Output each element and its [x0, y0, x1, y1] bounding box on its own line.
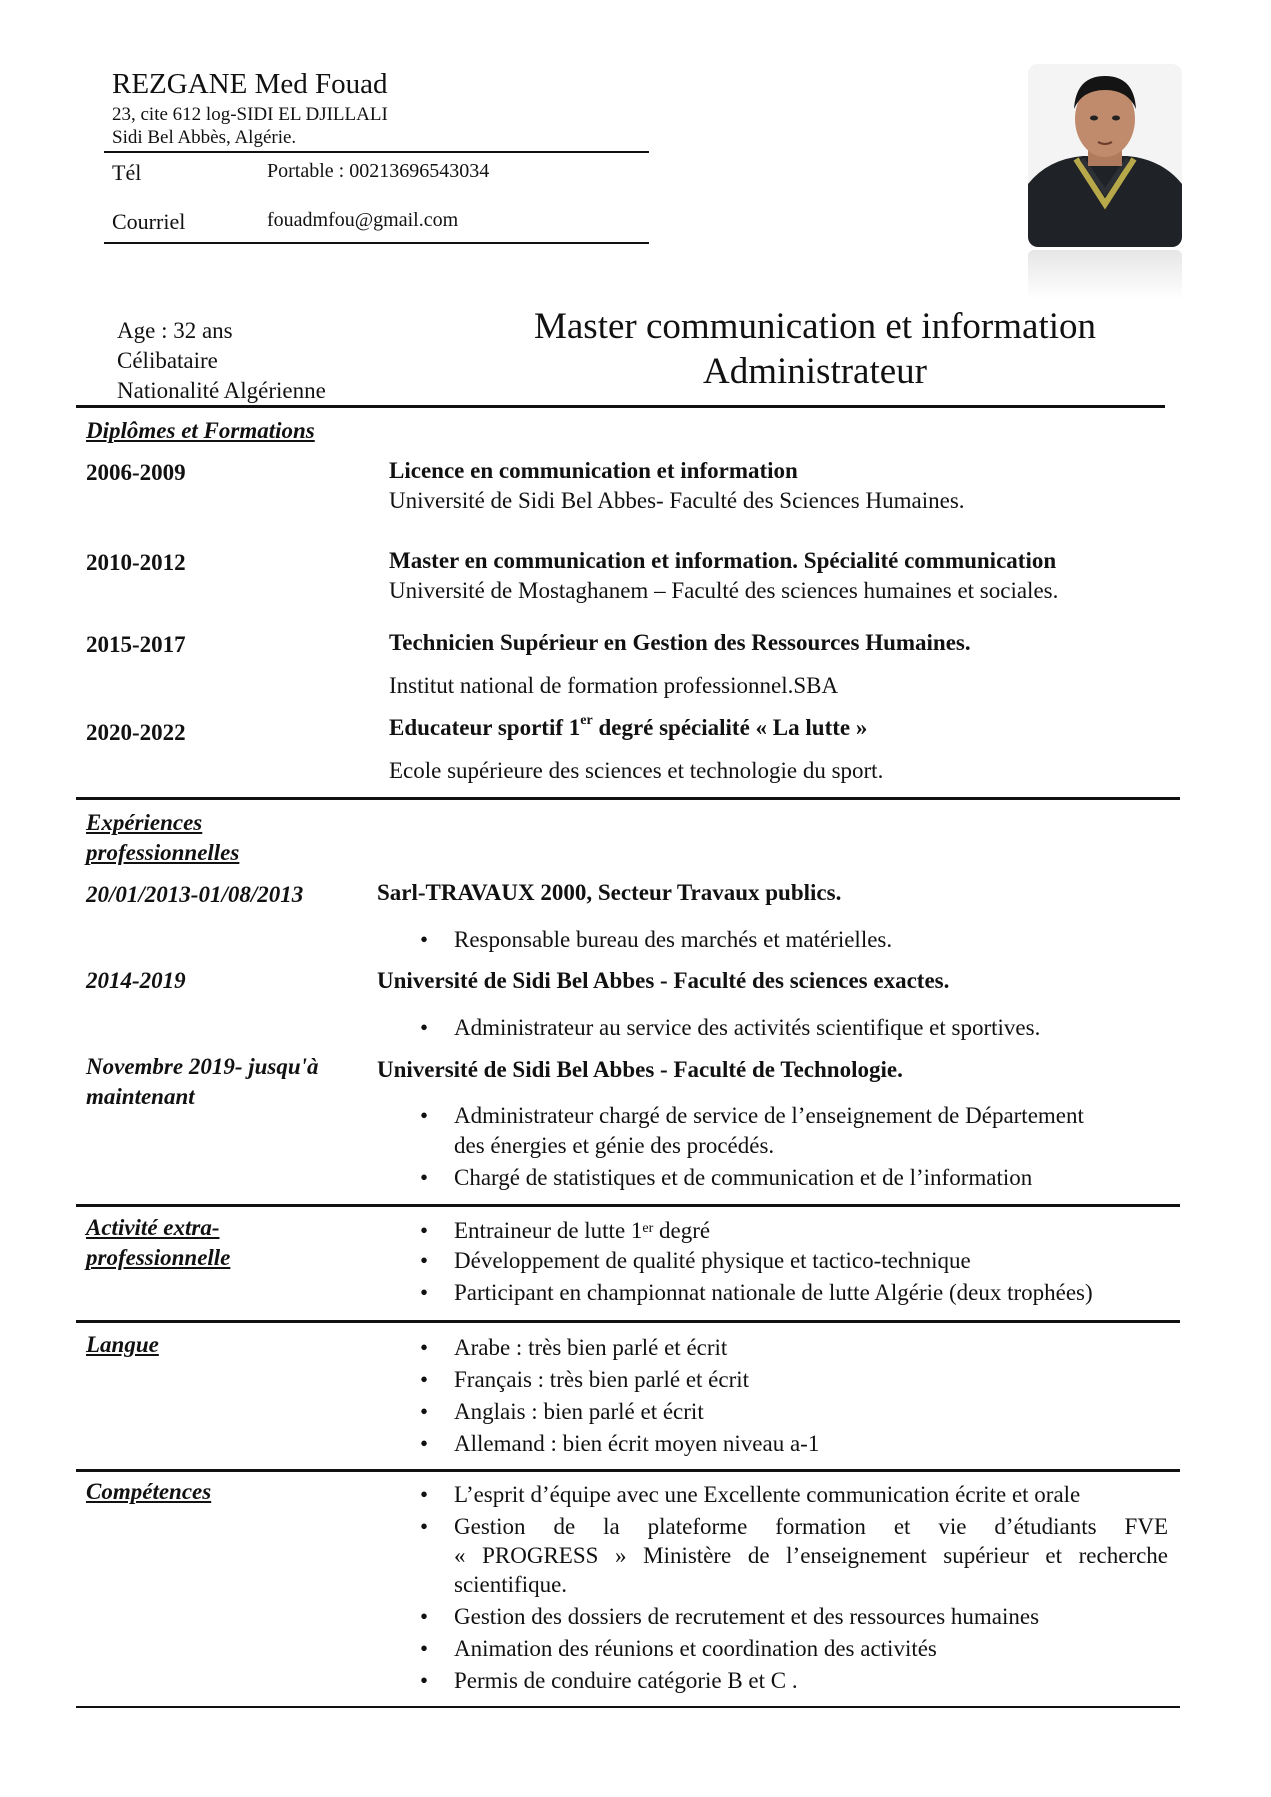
- skill-item: • Animation des réunions et coordination des activités: [420, 1636, 937, 1661]
- education-school: Université de Mostaghanem – Faculté des sciences humaines et sociales.: [389, 578, 1059, 603]
- experience-employer: Université de Sidi Bel Abbes - Faculté de Technologie.: [377, 1057, 903, 1082]
- experience-dates: Novembre 2019- jusqu'à: [86, 1054, 319, 1079]
- skill-item-continued: scientifique.: [454, 1572, 568, 1597]
- language-item: • Anglais : bien parlé et écrit: [420, 1399, 704, 1424]
- marital-status: Célibataire: [117, 348, 218, 373]
- experience-task: • Administrateur au service des activités scientifique et sportives.: [420, 1015, 1041, 1040]
- experience-task: • Administrateur chargé de service de l’enseignement de Département: [420, 1103, 1084, 1128]
- section-title-skills: Compétences: [86, 1479, 212, 1504]
- header-divider-bottom: [104, 242, 649, 244]
- section-title-education: Diplômes et Formations: [86, 418, 315, 443]
- education-degree: Educateur sportif 1er degré spécialité « La lutte »: [389, 713, 868, 740]
- section-divider: [76, 1469, 1180, 1472]
- headline-degree: Master communication et information: [533, 306, 1097, 347]
- education-years: 2006-2009: [86, 460, 186, 485]
- education-school: Ecole supérieure des sciences et technologie du sport.: [389, 758, 884, 783]
- experience-task: • Responsable bureau des marchés et matérielles.: [420, 927, 893, 952]
- section-divider: [76, 1204, 1180, 1207]
- experience-task-continued: des énergies et génie des procédés.: [454, 1133, 775, 1158]
- language-item: • Français : très bien parlé et écrit: [420, 1367, 750, 1392]
- skill-item: • Gestion de la plateforme formation et vie d’étudiants FVE: [420, 1514, 1168, 1539]
- skill-item-continued: « PROGRESS » Ministère de l’enseignement supérieur et recherche: [454, 1543, 1168, 1568]
- section-title-experience-2: professionnelles: [86, 840, 240, 865]
- candidate-name: REZGANE Med Fouad: [112, 68, 388, 100]
- extra-item: • Participant en championnat nationale de lutte Algérie (deux trophées): [420, 1280, 1093, 1305]
- education-degree: Technicien Supérieur en Gestion des Ressources Humaines.: [389, 630, 971, 655]
- address-line-1: 23, cite 612 log-SIDI EL DJILLALI: [112, 104, 388, 125]
- education-years: 2020-2022: [86, 720, 186, 745]
- education-degree: Master en communication et information. Spécialité communication: [389, 548, 1057, 573]
- section-title-extra: Activité extra-: [86, 1215, 220, 1240]
- skill-item: • Permis de conduire catégorie B et C .: [420, 1668, 798, 1693]
- section-divider: [76, 405, 1165, 408]
- experience-task: • Chargé de statistiques et de communication et de l’information: [420, 1165, 1033, 1190]
- address-line-2: Sidi Bel Abbès, Algérie.: [112, 127, 297, 148]
- experience-employer: Sarl-TRAVAUX 2000, Secteur Travaux publics.: [377, 880, 842, 905]
- experience-dates: 20/01/2013-01/08/2013: [86, 882, 304, 907]
- age: Age : 32 ans: [117, 318, 233, 343]
- tel-value: Portable : 00213696543034: [267, 160, 490, 182]
- education-years: 2010-2012: [86, 550, 186, 575]
- extra-item: • Entraineur de lutte 1er degré: [420, 1218, 711, 1243]
- photo-reflection: [1028, 250, 1182, 300]
- header-divider-top: [104, 151, 649, 153]
- extra-item: • Développement de qualité physique et tactico-technique: [420, 1248, 971, 1273]
- education-degree: Licence en communication et information: [389, 458, 798, 483]
- email-value: fouadmfou@gmail.com: [267, 209, 459, 231]
- section-title-extra-2: professionnelle: [86, 1245, 231, 1270]
- tel-label: Tél: [112, 160, 142, 185]
- skill-item: • Gestion des dossiers de recrutement et des ressources humaines: [420, 1604, 1040, 1629]
- section-title-languages: Langue: [86, 1332, 159, 1357]
- experience-dates: 2014-2019: [86, 968, 186, 993]
- email-label: Courriel: [112, 209, 186, 234]
- experience-employer: Université de Sidi Bel Abbes - Faculté des sciences exactes.: [377, 968, 950, 993]
- profile-photo: [1028, 64, 1182, 247]
- nationality: Nationalité Algérienne: [117, 378, 326, 403]
- section-title-experience: Expériences: [86, 810, 203, 835]
- education-years: 2015-2017: [86, 632, 186, 657]
- education-school: Université de Sidi Bel Abbes- Faculté des Sciences Humaines.: [389, 488, 965, 513]
- language-item: • Arabe : très bien parlé et écrit: [420, 1335, 728, 1360]
- section-divider: [76, 797, 1180, 800]
- section-divider: [76, 1320, 1180, 1323]
- education-school: Institut national de formation professionnel.SBA: [389, 673, 839, 698]
- section-divider: [76, 1706, 1180, 1708]
- experience-dates-2: maintenant: [86, 1084, 195, 1109]
- skill-item: • L’esprit d’équipe avec une Excellente communication écrite et orale: [420, 1482, 1081, 1507]
- headline-role: Administrateur: [702, 351, 927, 392]
- language-item: • Allemand : bien écrit moyen niveau a-1: [420, 1431, 820, 1456]
